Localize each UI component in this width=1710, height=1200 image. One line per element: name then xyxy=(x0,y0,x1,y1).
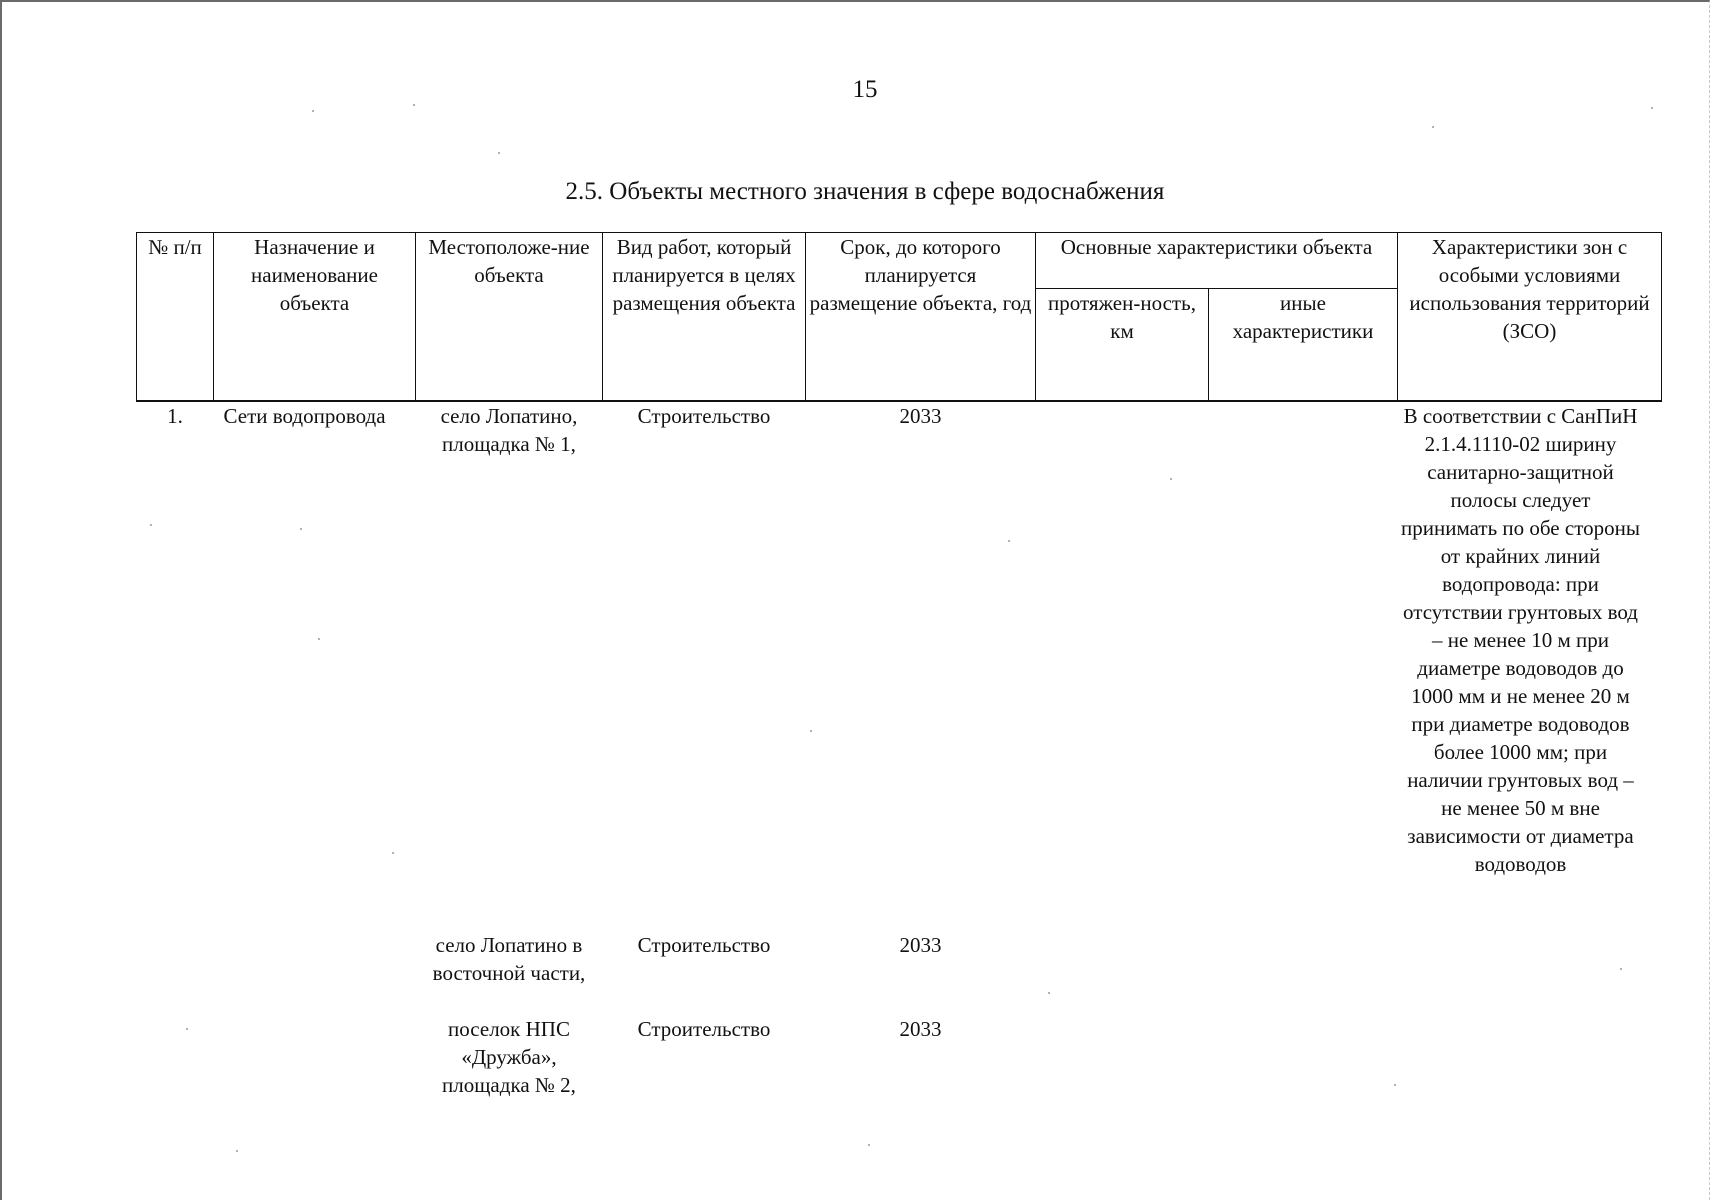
table-row xyxy=(137,931,1662,1015)
row-work-type: Строительство xyxy=(637,932,771,957)
scan-speck xyxy=(1394,1084,1396,1086)
row-name xyxy=(214,931,416,1015)
scan-speck xyxy=(1620,968,1622,970)
scan-speck xyxy=(1008,540,1010,542)
row-length xyxy=(1036,1015,1209,1099)
scan-speck xyxy=(810,730,812,732)
row-zso: В соответствии с СанПиН 2.1.4.1110-02 ширину санитарно-защитной полосы следует принимать по обе стороны от крайних линий водопровода: при отсутствии грунтовых вод – не менее 10 м при диаметре водоводов до 1000 мм и не менее 20 м при диаметре водоводов более 1000 мм; при наличии грунтовых вод – не менее 50 м вне зависимости от диаметра водоводов xyxy=(1401,403,1640,876)
row-num: 1. xyxy=(167,403,183,428)
scan-speck xyxy=(868,1144,870,1146)
row-length xyxy=(1036,401,1209,931)
header-name: Назначение и наименование объекта xyxy=(214,233,416,401)
row-num xyxy=(137,931,214,1015)
row-deadline: 2033 xyxy=(899,403,942,428)
header-other-characteristics: иные характеристики xyxy=(1209,289,1398,401)
scan-speck xyxy=(312,110,314,112)
row-zso xyxy=(1398,931,1662,1015)
section-title: 2.5. Объекты местного значения в сфере водоснабжения xyxy=(565,178,1165,205)
header-deadline: Срок, до которого планируется размещение объекта, год xyxy=(806,233,1036,401)
scan-speck xyxy=(300,528,302,530)
scan-speck xyxy=(413,104,415,106)
row-name: Сети водопровода xyxy=(223,403,386,428)
water-supply-objects-table xyxy=(136,232,1662,1099)
scan-speck xyxy=(392,852,394,854)
row-zso-cell xyxy=(1398,401,1662,931)
row-work-type: Строительство xyxy=(637,403,771,428)
scan-speck xyxy=(186,1028,188,1030)
header-num: № п/п xyxy=(137,233,214,401)
scan-speck xyxy=(318,638,320,640)
header-length: протяжен-ность, км xyxy=(1036,289,1209,401)
scan-speck xyxy=(498,152,500,154)
row-other-characteristics xyxy=(1209,1015,1398,1099)
row-name xyxy=(214,1015,416,1099)
row-location: поселок НПС «Дружба», площадка № 2, xyxy=(442,1016,576,1097)
scan-speck xyxy=(1048,992,1050,994)
scan-speck xyxy=(1432,126,1434,128)
table-row xyxy=(137,401,1662,931)
row-zso xyxy=(1398,1015,1662,1099)
row-work-type: Строительство xyxy=(637,1016,771,1041)
row-other-characteristics xyxy=(1209,931,1398,1015)
row-location: село Лопатино в восточной части, xyxy=(432,932,586,985)
table-row xyxy=(137,1015,1662,1099)
scan-speck xyxy=(1170,478,1172,480)
row-deadline: 2033 xyxy=(899,1016,942,1041)
scan-speck xyxy=(150,524,152,526)
header-main-characteristics: Основные характеристики объекта xyxy=(1036,233,1398,289)
row-num xyxy=(137,1015,214,1099)
row-other-characteristics xyxy=(1209,401,1398,931)
scan-speck xyxy=(1651,107,1653,109)
header-zso: Характеристики зон с особыми условиями использования территорий (ЗСО) xyxy=(1398,233,1662,401)
page-number: 15 xyxy=(852,76,878,103)
header-location: Местоположе-ние объекта xyxy=(416,233,603,401)
row-length xyxy=(1036,931,1209,1015)
table-header xyxy=(137,233,1662,401)
header-work-type: Вид работ, который планируется в целях размещения объекта xyxy=(603,233,806,401)
row-deadline: 2033 xyxy=(899,932,942,957)
row-location: село Лопатино, площадка № 1, xyxy=(440,403,578,456)
scan-speck xyxy=(236,1150,238,1152)
